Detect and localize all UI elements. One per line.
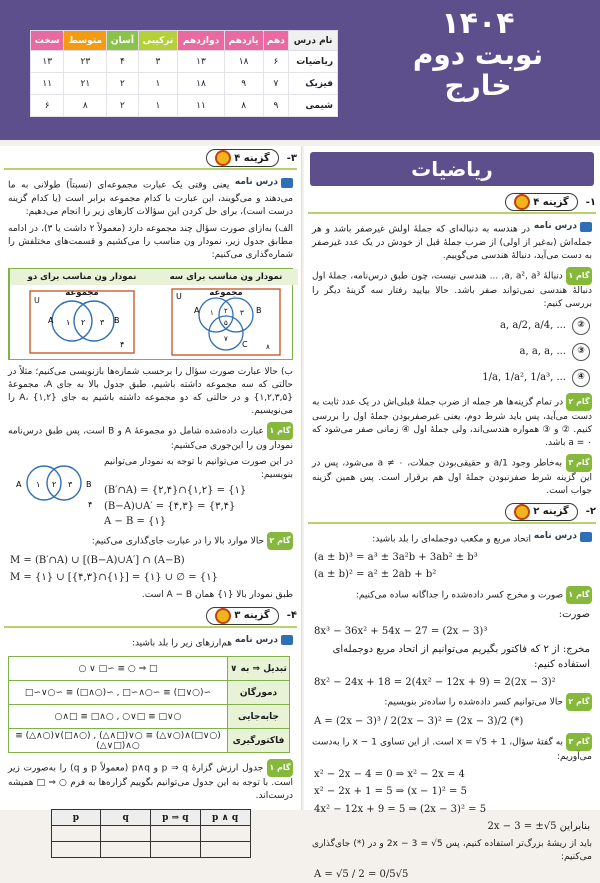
result-line: M = {۱} ∪ [{۴,۳}∩{۱}] = {۱} ∪ ∅ = {۱} — [10, 572, 218, 584]
question-2-header — [308, 502, 596, 524]
svg-text:۳: ۳ — [68, 480, 73, 490]
stats-table — [30, 30, 338, 117]
stats-cell: ۱ — [138, 73, 178, 95]
truth-row — [51, 842, 250, 858]
svg-text:A: A — [194, 305, 200, 315]
sequence-expression: a, a/2, a/4, ... — [500, 320, 566, 332]
equivalence-formula: (○∨□)∧(○∨△) ≡ ○∨(□∧△) , (○∧□)∨(○∧△) ≡ ○∧(□∨△) — [9, 729, 228, 753]
alarm-clock-icon — [514, 194, 530, 210]
venn-three-heading: نمودار ون مناسب برای سه مجموعه — [154, 269, 298, 285]
venn-table — [8, 268, 293, 360]
book-icon — [580, 532, 592, 542]
svg-text:A: A — [16, 480, 22, 490]
question-number: ۳- — [286, 152, 297, 164]
result-line: M = (B′∩A) ∪ [(B−A)∪A′] ∩ (A−B) — [10, 554, 185, 566]
lesson-paragraph — [0, 174, 301, 221]
step-badge: گام ۲ — [566, 393, 592, 411]
question-3-header — [4, 148, 297, 170]
step-badge: گام ۳ — [566, 454, 592, 472]
equivalence-label: فاکتورگیری — [228, 729, 290, 753]
answer-label: گزینه ۴ — [533, 196, 569, 208]
venn-ab-diagram — [8, 455, 98, 511]
stats-cell: ۲۱ — [64, 73, 107, 95]
stats-cell: ۸ — [224, 95, 263, 117]
lesson-text: هم‌ارزهای زیر را بلد باشید: — [131, 638, 232, 649]
equation-line: 4x² − 12x + 9 = 5 ⇒ (2x − 3)² = 5 — [314, 803, 487, 815]
stats-cell: ۱۱ — [31, 73, 64, 95]
equivalence-row — [9, 681, 290, 705]
answer-badge — [206, 149, 279, 167]
question-number: ۲- — [585, 506, 596, 518]
numerator-expression: 8x³ − 36x² + 54x − 27 = (2x − 3)³ — [314, 626, 488, 638]
book-icon — [580, 222, 592, 232]
stats-cell: ۴ — [107, 51, 138, 73]
book-icon — [281, 635, 293, 645]
exam-location: خارج — [444, 68, 512, 102]
stats-cell: ۸ — [64, 95, 107, 117]
equivalence-row — [9, 657, 290, 681]
step-badge: گام ۱ — [566, 586, 592, 604]
exam-year: ۱۴۰۴ — [441, 6, 515, 41]
option-number: ③ — [572, 343, 590, 361]
equivalence-label: دمورگان — [228, 681, 290, 705]
stats-cell: ۶ — [31, 95, 64, 117]
svg-text:B: B — [256, 305, 262, 315]
step-badge: گام ۱ — [267, 759, 293, 777]
stats-cell: ۱۱ — [178, 95, 224, 117]
lesson-label: درس نامه — [234, 177, 278, 187]
col-grade11: یازدهم — [224, 31, 263, 51]
answer-badge — [505, 503, 578, 521]
step-badge: گام ۱ — [267, 422, 293, 440]
step-text: حالا موارد بالا را در عبارت جای‌گذاری می‌کنیم: — [91, 536, 265, 547]
truth-row — [51, 826, 250, 842]
step-text: حالا می‌توانیم کسر داده‌شده را ساده‌تر بنویسیم: — [384, 697, 564, 708]
lesson-tag — [235, 634, 293, 647]
step-text: دنبالهٔ a, a², a³, ... هندسی نیست، چون طبق درس‌نامه، جملهٔ اول دنبالهٔ هندسی نمی‌تواند صفر باشد. حالا بیایید رفتار سه گزینهٔ دیگر را بررسی کنیم: — [312, 271, 592, 309]
lesson-paragraph — [304, 528, 600, 549]
venn-two-heading: نمودار ون مناسب برای دو مجموعه — [10, 269, 154, 285]
step-paragraph — [0, 530, 301, 552]
subject-title: ریاضیات — [310, 152, 594, 186]
equivalence-table — [8, 656, 290, 753]
equation-line: x² − 2x − 4 = 0 ⇒ x² − 2x = 4 — [314, 768, 465, 780]
svg-text:۳: ۳ — [100, 317, 105, 327]
stats-cell: ۳ — [138, 51, 178, 73]
stats-header-row — [31, 31, 338, 51]
stats-row — [31, 95, 338, 117]
alarm-clock-icon — [215, 150, 231, 166]
step-paragraph — [304, 452, 600, 500]
stats-cell: ۲ — [107, 73, 138, 95]
equivalence-label: تبدیل ⇒ به ∨ — [228, 657, 290, 681]
question-4-header — [4, 606, 297, 628]
step-paragraph — [304, 265, 600, 313]
option-row — [304, 313, 600, 339]
question-number: ۱- — [585, 196, 596, 208]
stats-cell: ۱۸ — [224, 51, 263, 73]
set-equations — [104, 455, 293, 530]
left-column — [0, 146, 302, 823]
lesson-text: اتحاد مربع و مکعب دوجمله‌ای را بلد باشید: — [372, 534, 531, 545]
venn-three-diagram — [154, 285, 298, 359]
step-text: در تمام گزینه‌ها هر جمله از ضرب جملهٔ قبلی‌اش در یک عدد ثابت به دست می‌آید، پس باید شرط دوم، یعنی غیرصفربودن جملهٔ اول را بررسی کنیم. ② و ③ همواره هندسی‌اند، ولی جملهٔ اول ④ زمانی صفر می‌شود که a = ۰ باشد. — [312, 397, 592, 448]
numerator-label: صورت: — [558, 608, 590, 620]
exam-round: نوبت دوم — [412, 38, 544, 72]
step-paragraph — [304, 584, 600, 606]
fraction-expression: A = (2x − 3)³ / 2(2x − 3)² = (2x − 3)/2 (*) — [314, 716, 524, 728]
lesson-tag — [534, 530, 592, 543]
identity-square: (a ± b)² = a² ± 2ab + b² — [314, 569, 437, 581]
alarm-clock-icon — [514, 504, 530, 520]
step-paragraph — [304, 391, 600, 452]
lesson-text: در هندسه به دنباله‌ای که جملهٔ اولش غیرصفر باشد و هر جمله‌اش (به‌غیر از اولی) از ضرب جملهٔ قبل از خودش در یک عدد غیرصفر به دست می‌آید، دنبالهٔ هندسی می‌گوییم. — [312, 224, 592, 261]
stats-cell: ۹ — [224, 73, 263, 95]
result-text: باید از ریشهٔ بزرگ‌تر استفاده کنیم، پس 2x − 3 = √5 و در (*) جای‌گذاری می‌کنیم: — [312, 838, 593, 862]
answer-label: گزینه ۲ — [533, 506, 569, 518]
identity-cube: (a ± b)³ = a³ ± 3a²b + 3ab² ± b³ — [314, 551, 478, 563]
col-easy: آسان — [107, 31, 138, 51]
svg-text:U: U — [176, 291, 182, 301]
venn-two-diagram — [10, 285, 154, 359]
set-equation: (B′∩A) = {۲,۴}∩{۱,۲} = {۱} — [104, 485, 247, 497]
stats-row — [31, 51, 338, 73]
header-banner — [0, 0, 600, 140]
step-text: جدول ارزش گزارهٔ p ⇒ q و p∧q (معمولاً p و q) را به‌صورت زیر است. با توجه به این جدول می‌توانیم بگوییم گزاره‌ها به فرم ○ ⇒ □ همیشه درست‌اند. — [8, 763, 293, 802]
answer-badge — [505, 193, 578, 211]
venn-solution — [0, 455, 301, 530]
right-column — [304, 146, 600, 880]
part-alef: الف) به‌ازای صورت سؤال چند مجموعه دارد (معمولاً ۲ داشت یا ۳)، در ادامه مطابق جدول زیر، نمودار ون مناسب را می‌کشیم و قسمت‌های مختلفش را شماره‌گذاری می‌کنیم: — [8, 223, 293, 260]
exam-title — [378, 8, 578, 101]
lesson-paragraph — [0, 632, 301, 653]
col-medium: متوسط — [64, 31, 107, 51]
question-1-header — [308, 192, 596, 214]
stats-cell: ۶ — [263, 51, 289, 73]
lesson-label: درس نامه — [234, 634, 278, 645]
part-be: ب) حالا عبارت صورت سؤال را برحسب شماره‌ها بازنویسی می‌کنیم؛ مثلاً در حالتی که سه مجموعه داشته باشیم، طبق جدول بالا به جای A، مجموعهٔ {۱,۲,۳,۵} و در حالتی که دو مجموعه داشته باشیم به جای A، {۱,۲} را می‌نویسیم. — [8, 366, 293, 416]
stats-row — [31, 73, 338, 95]
svg-text:۷: ۷ — [224, 334, 228, 343]
stats-subject: ریاضیات — [289, 51, 338, 73]
svg-text:B: B — [86, 480, 92, 490]
svg-text:A: A — [48, 315, 54, 325]
svg-text:۳: ۳ — [240, 308, 244, 317]
answer-label: گزینه ۳ — [234, 610, 270, 622]
option-row — [304, 365, 600, 391]
lesson-tag — [534, 220, 592, 233]
col-subject: نام درس — [289, 31, 338, 51]
lesson-tag — [235, 176, 293, 189]
svg-text:۴: ۴ — [120, 339, 125, 349]
equivalence-formula: □ ⇒ ○ ≡ ∼□ ∨ ○ — [9, 657, 228, 681]
set-equation: (B−A)∪A′ = {۴,۳} = {۳,۴} — [104, 500, 236, 512]
step-paragraph — [304, 731, 600, 766]
final-result: A = √5 / 2 = 0/5√5 — [314, 868, 409, 880]
svg-text:۴: ۴ — [88, 500, 93, 510]
answer-label: گزینه ۴ — [234, 152, 270, 164]
stats-cell: ۲ — [107, 95, 138, 117]
svg-text:۸: ۸ — [266, 342, 270, 351]
truth-table — [51, 809, 251, 858]
step-text: به گفتهٔ سؤال، x = √5 + 1 است. از این تساوی x − 1 را به‌دست می‌آوریم: — [312, 737, 592, 762]
lesson-label: درس نامه — [533, 530, 577, 541]
step-badge: گام ۲ — [566, 693, 592, 711]
svg-text:۱: ۱ — [36, 480, 41, 490]
answer-badge — [206, 607, 279, 625]
svg-text:B: B — [114, 315, 120, 325]
step-badge: گام ۲ — [267, 532, 293, 550]
stats-cell: ۹ — [263, 95, 289, 117]
svg-text:C: C — [242, 339, 248, 349]
option-row — [304, 339, 600, 365]
denominator-label: مخرج: از ۲ که فاکتور بگیریم می‌توانیم از اتحاد مربع دوجمله‌ای استفاده کنیم: — [332, 643, 590, 671]
svg-text:۲: ۲ — [81, 317, 86, 327]
stats-cell: ۱ — [138, 95, 178, 117]
svg-text:۵: ۵ — [224, 318, 228, 327]
step-text: به‌خاطر وجود 1/a و حقیقی‌بودن جملات، a ≠ ۰ می‌شود، پس در این گزینه شرط صفرنبودن جملهٔ اول هم برقرار است. پس همین گزینه جواب است. — [312, 458, 592, 496]
equivalence-row — [9, 705, 290, 729]
set-equation: A − B = {۱} — [104, 516, 167, 528]
truth-header: p — [51, 810, 101, 826]
step-badge: گام ۳ — [566, 733, 592, 751]
svg-text:۱: ۱ — [210, 308, 214, 317]
alarm-clock-icon — [215, 608, 231, 624]
lesson-text: یعنی وقتی یک عبارت مجموعه‌ای (نسبتاً) طولانی به ما می‌دهند و می‌گویند، این عبارت با کدام مجموعه برابر است (یا کدام گزینه درست است)، برای حل کردن این سؤالات کارهای زیر را انجام می‌دهیم: — [8, 180, 293, 217]
truth-header: p ∧ q — [200, 810, 250, 826]
step-text: صورت و مخرج کسر داده‌شده را جداگانه ساده می‌کنیم: — [355, 590, 564, 601]
truth-header: q — [101, 810, 151, 826]
svg-text:۱: ۱ — [66, 317, 71, 327]
question-number: ۴- — [286, 610, 297, 622]
equation-line: بنابراین 2x − 3 = ±√5 — [487, 821, 590, 833]
conclusion: طبق نمودار بالا {۱} همان A − B است. — [141, 589, 293, 600]
equation-line: x² − 2x + 1 = 5 ⇒ (x − 1)² = 5 — [314, 786, 467, 798]
equivalence-label: جابه‌جایی — [228, 705, 290, 729]
equivalence-formula: ○∨□ ≡ □∨○ , ○∧□ ≡ □∧○ — [9, 705, 228, 729]
svg-text:۲: ۲ — [224, 306, 228, 315]
book-icon — [281, 178, 293, 188]
step-paragraph — [0, 420, 301, 455]
step-paragraph — [0, 757, 301, 805]
truth-header: p ⇒ q — [150, 810, 200, 826]
option-number: ② — [572, 317, 590, 335]
stats-cell: ۲۳ — [64, 51, 107, 73]
svg-text:۲: ۲ — [52, 480, 57, 490]
sequence-expression: 1/a, 1/a², 1/a³, ... — [482, 372, 566, 384]
venn-two-column — [9, 269, 154, 359]
col-hard: سخت — [31, 31, 64, 51]
venn-three-column — [154, 269, 298, 359]
equivalence-row — [9, 729, 290, 753]
denominator-expression: 8x² − 24x + 18 = 2(4x² − 12x + 9) = 2(2x − 3)² — [314, 676, 556, 688]
step-badge: گام ۱ — [566, 267, 592, 285]
lesson-label: درس نامه — [533, 221, 577, 231]
stats-cell: ۱۸ — [178, 73, 224, 95]
step-paragraph — [304, 691, 600, 713]
col-grade12: دوازدهم — [178, 31, 224, 51]
sequence-expression: a, a, a, ... — [519, 346, 566, 358]
step-text: عبارت داده‌شده شامل دو مجموعهٔ A و B است، پس طبق درس‌نامه نمودار ون را این‌جوری می‌کشیم: — [8, 426, 293, 451]
stats-cell: ۱۳ — [178, 51, 224, 73]
lesson-paragraph — [304, 218, 600, 265]
equivalence-formula: ∼(○∨□) ≡ ∼○∧∼□ , ∼(○∧□) ≡ ∼○∨∼□ — [9, 681, 228, 705]
stats-subject: شیمی — [289, 95, 338, 117]
stats-subject: فیزیک — [289, 73, 338, 95]
option-number: ④ — [572, 369, 590, 387]
truth-header-row — [51, 810, 250, 826]
col-combined: ترکیبی — [138, 31, 178, 51]
stats-cell: ۱۳ — [31, 51, 64, 73]
col-grade10: دهم — [263, 31, 289, 51]
step-text: در این صورت می‌توانیم با توجه به نمودار می‌توانیم بنویسیم: — [104, 457, 293, 481]
svg-text:U: U — [34, 295, 40, 305]
stats-cell: ۷ — [263, 73, 289, 95]
